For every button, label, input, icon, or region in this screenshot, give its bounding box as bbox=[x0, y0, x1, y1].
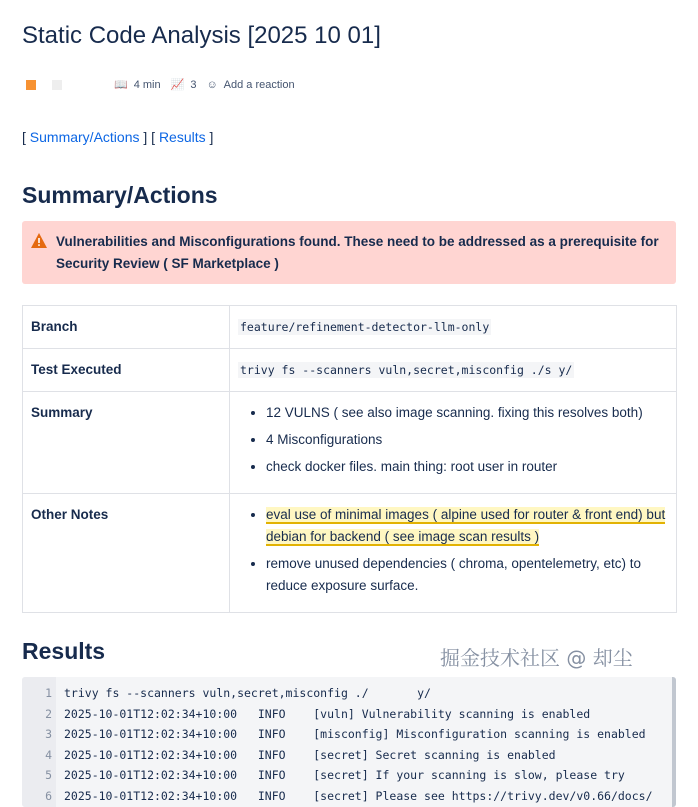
page-meta bbox=[26, 78, 295, 91]
highlighted-note[interactable]: eval use of minimal images ( alpine used for router & front end) but debian for backend ( see image scan results ) bbox=[266, 507, 666, 544]
watermark: 掘金技术社区 @ 却尘 bbox=[440, 646, 633, 670]
author-avatar[interactable] bbox=[26, 80, 36, 90]
warning-icon bbox=[31, 233, 47, 248]
list-item: • 4 Misconfigurations bbox=[266, 429, 668, 451]
warning-panel: Vulnerabilities and Misconfigurations found. These need to be addressed as a prerequisite for Security Review ( SF Marketplace ) bbox=[22, 221, 676, 284]
table-row: Other Notes • eval use of minimal images ( alpine used for router & front end) but debian for backend ( see image scan results ) • remove unused dependencies ( chroma, opentelemetry, etc) to reduce exposure surface. bbox=[23, 494, 677, 613]
blurred-author bbox=[52, 80, 62, 90]
table-row: Branch feature/refinement-detector-llm-only bbox=[23, 306, 677, 349]
list-item bbox=[266, 504, 668, 548]
code-line: 4 2025-10-01T12:02:34+10:00 INFO [secret] Secret scanning is enabled bbox=[45, 747, 556, 762]
code-line: 2 2025-10-01T12:02:34+10:00 INFO [vuln] Vulnerability scanning is enabled bbox=[45, 706, 591, 721]
list-item: • remove unused dependencies ( chroma, opentelemetry, etc) to reduce exposure surface. bbox=[266, 553, 668, 597]
summary-table bbox=[22, 305, 677, 613]
code-line: 1 trivy fs --scanners vuln,secret,misconfig ./ y/ bbox=[45, 686, 431, 700]
list-item: • 12 VULNS ( see also image scanning. fixing this resolves both) bbox=[266, 402, 668, 424]
read-time: 4 min bbox=[133, 78, 161, 91]
results-heading: Results bbox=[22, 638, 106, 664]
summary-heading: Summary/Actions bbox=[22, 182, 218, 208]
link-results[interactable]: Results bbox=[158, 129, 206, 145]
scrollbar[interactable] bbox=[672, 677, 676, 807]
view-count[interactable]: 3 bbox=[190, 78, 197, 91]
code-block[interactable] bbox=[22, 677, 676, 807]
analytics-icon[interactable]: 📈 bbox=[170, 79, 185, 91]
table-row: Summary • 12 VULNS ( see also image scanning. fixing this resolves both) • 4 Misconfigurations • check docker files. main thing: root user in router bbox=[23, 392, 677, 494]
code-line: 6 2025-10-01T12:02:34+10:00 INFO [secret] Please see https://trivy.dev/v0.66/docs/ bbox=[45, 788, 653, 803]
table-row: Test Executed trivy fs --scanners vuln,secret,misconfig ./s y/ bbox=[23, 349, 677, 392]
code-line: 5 2025-10-01T12:02:34+10:00 INFO [secret] If your scanning is slow, please try bbox=[45, 768, 625, 782]
page-title: Static Code Analysis [2025 10 01] bbox=[22, 22, 381, 49]
anchor-links: [ Summary/Actions ] [ Results ] bbox=[22, 129, 214, 145]
list-item: • check docker files. main thing: root user in router bbox=[266, 456, 668, 478]
add-reaction-button[interactable]: Add a reaction bbox=[223, 78, 295, 91]
add-reaction-icon[interactable]: ☺ bbox=[206, 78, 218, 91]
book-icon: 📖 bbox=[114, 79, 128, 91]
link-summary[interactable]: Summary/Actions bbox=[29, 129, 140, 145]
code-line: 3 2025-10-01T12:02:34+10:00 INFO [misconfig] Misconfiguration scanning is enabled bbox=[45, 727, 646, 741]
